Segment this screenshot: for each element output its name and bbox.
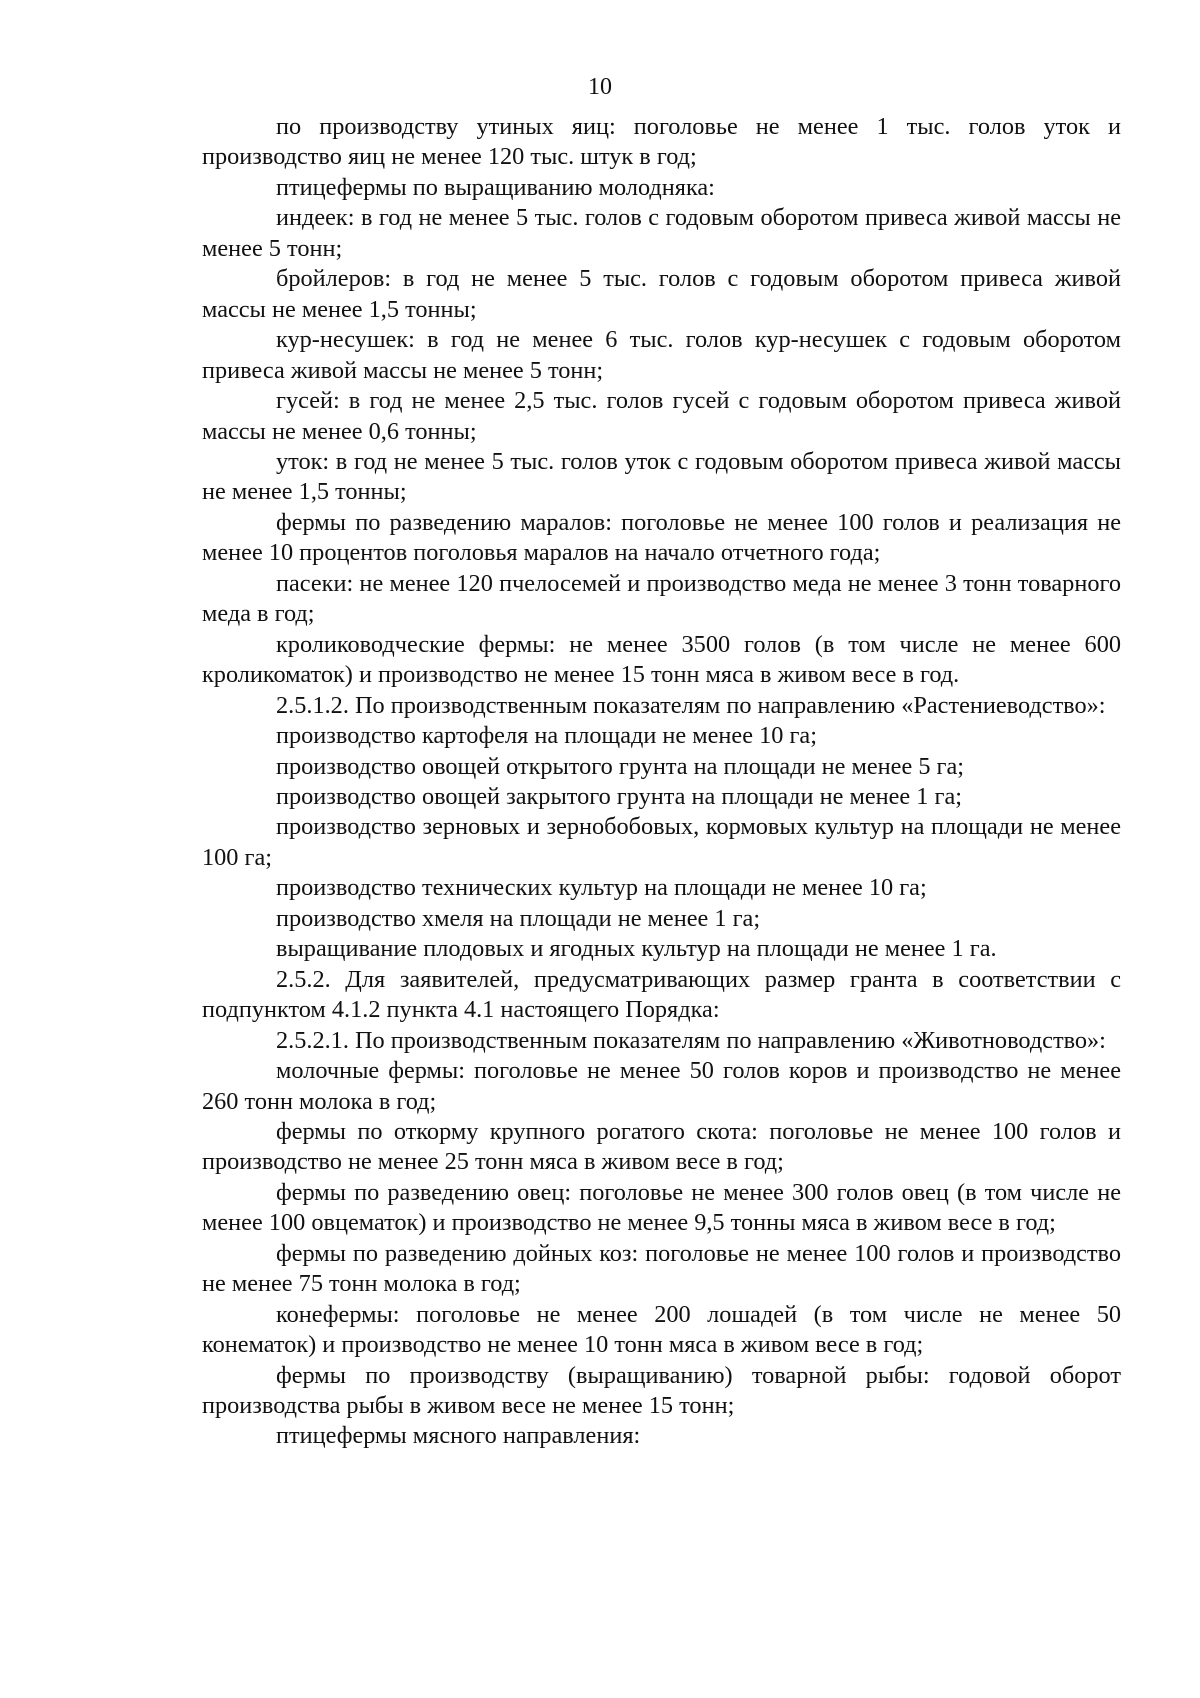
paragraph: бройлеров: в год не менее 5 тыс. голов с годовым оборотом привеса живой массы не менее 1,5 тонны; — [202, 265, 1121, 323]
paragraph: фермы по разведению маралов: поголовье не менее 100 голов и реализация не менее 10 процентов поголовья маралов на начало отчетного года; — [202, 508, 1121, 567]
document-body — [202, 112, 1121, 1452]
paragraph: птицефермы по выращиванию молодняка: — [276, 173, 715, 201]
paragraph: кролиководческие фермы: не менее 3500 голов (в том числе не менее 600 кроликоматок) и производство не менее 15 тонн мяса в живом весе в год. — [202, 630, 1121, 689]
paragraph: фермы по разведению овец: поголовье не менее 300 голов овец (в том числе не менее 100 овцематок) и производство не менее 9,5 тонны мяса в живом весе в год; — [202, 1178, 1121, 1237]
paragraph: производство хмеля на площади не менее 1 га; — [276, 904, 761, 932]
section-heading: 2.5.2.1. По производственным показателям по направлению «Животноводство»: — [276, 1026, 1106, 1054]
section-heading: 2.5.2. Для заявителей, предусматривающих размер гранта в соответствии с подпунктом 4.1.2 пункта 4.1 настоящего Порядка: — [202, 965, 1121, 1024]
paragraph: кур-несушек: в год не менее 6 тыс. голов кур-несушек с годовым оборотом привеса живой массы не менее 5 тонн; — [202, 326, 1121, 384]
section-heading: 2.5.1.2. По производственным показателям по направлению «Растениеводство»: — [276, 691, 1106, 719]
paragraph: молочные фермы: поголовье не менее 50 голов коров и производство не менее 260 тонн молока в год; — [202, 1057, 1121, 1115]
paragraph: по производству утиных яиц: поголовье не менее 1 тыс. голов уток и производство яиц не менее 120 тыс. штук в год; — [202, 113, 1121, 171]
paragraph: фермы по откорму крупного рогатого скота: поголовье не менее 100 голов и производство не менее 25 тонн мяса в живом весе в год; — [202, 1117, 1121, 1176]
paragraph: производство овощей закрытого грунта на площади не менее 1 га; — [276, 782, 962, 810]
page-number: 10 — [588, 74, 612, 100]
paragraph: производство зерновых и зернобобовых, кормовых культур на площади не менее 100 га; — [202, 813, 1121, 871]
paragraph: пасеки: не менее 120 пчелосемей и производство меда не менее 3 тонн товарного меда в год; — [202, 569, 1121, 628]
paragraph: птицефермы мясного направления: — [276, 1422, 641, 1450]
paragraph: уток: в год не менее 5 тыс. голов уток с годовым оборотом привеса живой массы не менее 1,5 тонны; — [202, 447, 1121, 506]
paragraph: конефермы: поголовье не менее 200 лошадей (в том числе не менее 50 конематок) и производство не менее 10 тонн мяса в живом весе в год; — [202, 1300, 1121, 1359]
paragraph: фермы по разведению дойных коз: поголовье не менее 100 голов и производство не менее 75 тонн молока в год; — [202, 1239, 1121, 1298]
paragraph: производство овощей открытого грунта на площади не менее 5 га; — [276, 752, 965, 780]
paragraph: гусей: в год не менее 2,5 тыс. голов гусей с годовым оборотом привеса живой массы не менее 0,6 тонны; — [202, 387, 1121, 445]
paragraph: выращивание плодовых и ягодных культур на площади не менее 1 га. — [276, 935, 997, 963]
paragraph: производство технических культур на площади не менее 10 га; — [276, 874, 927, 902]
paragraph: производство картофеля на площади не менее 10 га; — [276, 722, 817, 750]
paragraph: фермы по производству (выращиванию) товарной рыбы: годовой оборот производства рыбы в живом весе не менее 15 тонн; — [202, 1361, 1121, 1420]
paragraph: индеек: в год не менее 5 тыс. голов с годовым оборотом привеса живой массы не менее 5 тонн; — [202, 204, 1121, 262]
